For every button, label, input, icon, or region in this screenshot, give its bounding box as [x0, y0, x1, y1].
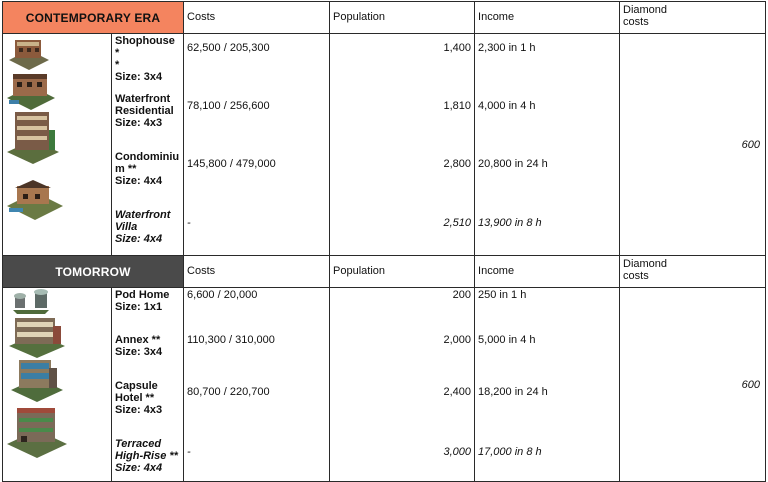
section-header-row	[3, 256, 766, 288]
income-value: 5,000 in 4 h	[478, 334, 536, 346]
population-value: 2,400	[443, 386, 472, 398]
income-value: 18,200 in 24 h	[478, 386, 548, 398]
building-size: Size: 4x4	[115, 233, 163, 245]
building-name-line: Residential	[115, 105, 174, 117]
diamond-costs-header	[620, 256, 766, 288]
cost-value: 6,600 / 20,000	[187, 289, 258, 301]
population-value: 200	[452, 289, 472, 301]
building-size: Size: 4x4	[115, 175, 163, 187]
building-images	[3, 34, 112, 256]
building-size: Size: 1x1	[115, 301, 163, 313]
building-name-line: Terraced	[115, 438, 162, 450]
building-name-line: *	[115, 59, 120, 71]
building-entry	[115, 209, 181, 245]
population-value: 2,800	[443, 158, 472, 170]
building-names	[112, 288, 184, 482]
building-entry	[115, 438, 181, 474]
cost-value: -	[187, 446, 191, 458]
costs-header: Costs	[184, 256, 330, 288]
diamond-header-line1: Diamond	[623, 258, 668, 270]
income-header: Income	[475, 2, 620, 34]
waterfront-residential-image	[7, 74, 55, 110]
costs-header: Costs	[184, 2, 330, 34]
cost-value: 78,100 / 256,600	[187, 100, 270, 112]
income-header: Income	[475, 256, 620, 288]
cost-value: 80,700 / 220,700	[187, 386, 270, 398]
cost-value: 62,500 / 205,300	[187, 42, 270, 54]
building-name-line: Waterfront	[115, 209, 171, 221]
population-value: 2,510	[443, 217, 472, 229]
building-entry	[115, 380, 181, 416]
cost-value: 110,300 / 310,000	[187, 334, 275, 346]
terraced-high-rise-image	[7, 408, 67, 458]
section-body-row	[3, 288, 766, 482]
cost-value: -	[187, 217, 191, 229]
building-name-line: Annex **	[115, 334, 161, 346]
building-name-line: Shophouse *	[115, 35, 175, 59]
building-size: Size: 4x3	[115, 404, 163, 416]
building-name-line: Capsule	[115, 380, 158, 392]
population-column	[330, 34, 475, 256]
income-value: 17,000 in 8 h	[478, 446, 542, 458]
population-value: 2,000	[443, 334, 472, 346]
building-entry	[115, 151, 181, 187]
income-column	[475, 34, 620, 256]
diamond-header-line1: Diamond	[623, 4, 668, 16]
building-entry	[115, 93, 181, 129]
building-name-line: m **	[115, 163, 137, 175]
building-name-line: Hotel **	[115, 392, 155, 404]
income-value: 250 in 1 h	[478, 289, 527, 301]
population-column	[330, 288, 475, 482]
building-name-line: Villa	[115, 221, 138, 233]
population-header: Population	[330, 2, 475, 34]
costs-column	[184, 288, 330, 482]
capsule-hotel-image	[11, 360, 63, 402]
building-entry	[115, 289, 181, 313]
diamond-cost-value: 600	[620, 34, 766, 256]
building-size: Size: 4x3	[115, 117, 163, 129]
population-header: Population	[330, 256, 475, 288]
building-images-svg	[3, 34, 110, 252]
waterfront-villa-image	[7, 180, 63, 220]
annex-image	[9, 318, 65, 358]
diamond-header-line2: costs	[623, 16, 649, 28]
diamond-header-line2: costs	[623, 270, 649, 282]
building-names	[112, 34, 184, 256]
income-value: 20,800 in 24 h	[478, 158, 548, 170]
income-column	[475, 288, 620, 482]
building-images	[3, 288, 112, 482]
pod-home-image	[13, 289, 49, 314]
building-size: Size: 4x4	[115, 462, 163, 474]
condominium-image	[7, 112, 59, 164]
population-value: 1,400	[443, 42, 472, 54]
building-entry	[115, 35, 181, 83]
diamond-costs-header	[620, 2, 766, 34]
building-name-line: Pod Home	[115, 289, 170, 301]
section-header-row	[3, 2, 766, 34]
diamond-cost-value: 600	[620, 288, 766, 482]
era-title: TOMORROW	[3, 256, 184, 288]
era-title: CONTEMPORARY ERA	[3, 2, 184, 34]
building-name-line: Waterfront	[115, 93, 171, 105]
section-body-row	[3, 34, 766, 256]
population-value: 1,810	[443, 100, 472, 112]
population-value: 3,000	[443, 446, 472, 458]
costs-column	[184, 34, 330, 256]
cost-value: 145,800 / 479,000	[187, 158, 276, 170]
building-name-line: Condominiu	[115, 151, 180, 163]
building-images-svg	[3, 288, 110, 478]
building-entry	[115, 334, 181, 358]
building-size: Size: 3x4	[115, 346, 163, 358]
income-value: 4,000 in 4 h	[478, 100, 536, 112]
building-table	[2, 1, 766, 482]
shophouse-image	[9, 40, 49, 70]
income-value: 2,300 in 1 h	[478, 42, 536, 54]
income-value: 13,900 in 8 h	[478, 217, 542, 229]
building-name-line: High-Rise **	[115, 450, 178, 462]
building-size: Size: 3x4	[115, 71, 163, 83]
